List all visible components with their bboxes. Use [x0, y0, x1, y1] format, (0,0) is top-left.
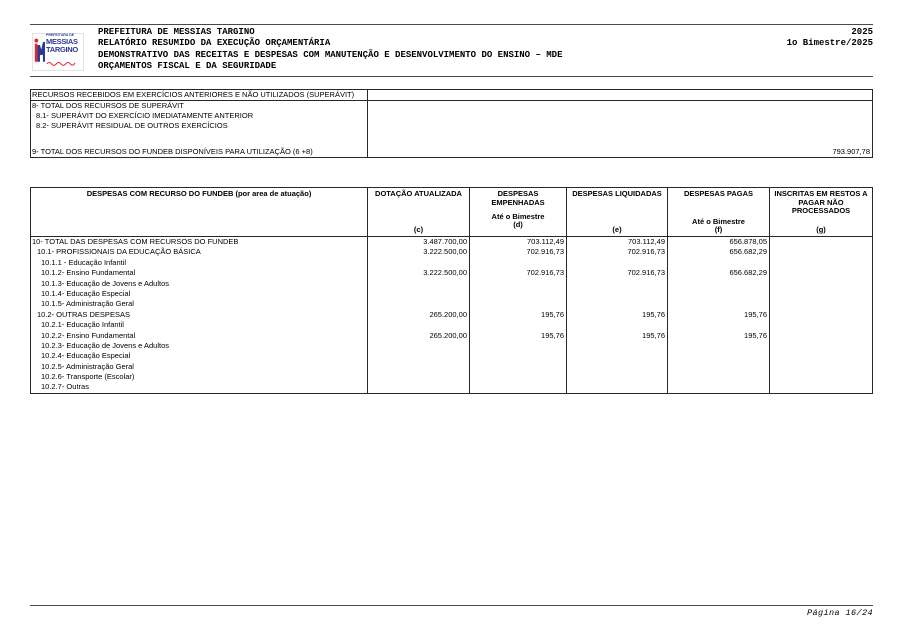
year-label: 2025 — [851, 27, 873, 37]
superavit-table-body — [31, 101, 872, 157]
municipality-logo — [32, 33, 84, 71]
column-letter: (g) — [816, 225, 826, 235]
row-label: 10.2.1- Educação Infantil — [31, 320, 368, 330]
row-value — [770, 341, 872, 351]
fundeb-table-header-row — [31, 188, 872, 237]
row-label: 10- TOTAL DAS DESPESAS COM RECURSOS DO FUNDEB — [31, 237, 368, 247]
row-value — [770, 289, 872, 299]
row-value: 702.916,73 — [470, 268, 567, 278]
row-value — [668, 299, 770, 309]
row-value — [668, 320, 770, 330]
row-value — [770, 279, 872, 289]
row-value: 702.916,73 — [470, 247, 567, 257]
table-row — [31, 268, 872, 278]
row-value: 195,76 — [567, 331, 668, 341]
report-title: RELATÓRIO RESUMIDO DA EXECUÇÃO ORÇAMENTÁRIA — [98, 38, 331, 49]
row-label: 10.1.5- Administração Geral — [31, 299, 368, 309]
row-value: 3.222.500,00 — [368, 268, 470, 278]
table-row — [31, 341, 872, 351]
row-value: 702.916,73 — [567, 268, 668, 278]
row-value: 703.112,49 — [567, 237, 668, 247]
logo-top-label: PREFEITURA DE — [46, 33, 75, 38]
row-value — [368, 299, 470, 309]
row-value: 195,76 — [470, 310, 567, 320]
row-label: 10.2.3- Educação de Jovens e Adultos — [31, 341, 368, 351]
superavit-table-header-row — [31, 90, 872, 101]
row-value — [368, 101, 872, 111]
row-value — [567, 372, 668, 382]
logo-name-line1: MESSIAS — [46, 36, 78, 46]
row-value — [368, 382, 470, 392]
row-label: 10.1.2- Ensino Fundamental — [31, 268, 368, 278]
report-header — [98, 27, 562, 73]
row-value: 195,76 — [567, 310, 668, 320]
header-top-rule — [30, 24, 873, 25]
row-value — [470, 382, 567, 392]
row-value — [668, 289, 770, 299]
row-value: 265.200,00 — [368, 310, 470, 320]
table-row — [31, 362, 872, 372]
period-label: 1o Bimestre/2025 — [786, 38, 873, 49]
row-value: 195,76 — [470, 331, 567, 341]
row-value — [368, 372, 470, 382]
row-value — [567, 279, 668, 289]
row-value — [470, 320, 567, 330]
row-label: 8.2- SUPERÁVIT RESIDUAL DE OUTROS EXERCÍCIOS — [31, 121, 368, 131]
row-label: 10.1.4- Educação Especial — [31, 289, 368, 299]
row-value — [567, 382, 668, 392]
table-row — [31, 331, 872, 341]
report-entity: PREFEITURA DE MESSIAS TARGINO — [98, 27, 255, 37]
row-value — [470, 279, 567, 289]
row-value: 656.878,05 — [668, 237, 770, 247]
row-value — [770, 268, 872, 278]
fundeb-table-body — [31, 237, 872, 393]
row-value — [770, 362, 872, 372]
row-label: 10.2.6- Transporte (Escolar) — [31, 372, 368, 382]
row-value — [770, 382, 872, 392]
row-value — [470, 299, 567, 309]
row-value — [567, 299, 668, 309]
column-title: DESPESAS COM RECURSO DO FUNDEB (por area de atuação) — [86, 189, 312, 198]
row-label: 9- TOTAL DOS RECURSOS DO FUNDEB DISPONÍVEIS PARA UTILIZAÇÃO (6 +8) — [31, 145, 368, 157]
row-value — [368, 362, 470, 372]
table-row — [31, 237, 872, 247]
row-value: 656.682,29 — [668, 247, 770, 257]
column-letter: (c) — [413, 225, 424, 235]
row-label: 10.1.3- Educação de Jovens e Adultos — [31, 279, 368, 289]
table-row — [31, 310, 872, 320]
row-value — [567, 362, 668, 372]
row-value — [770, 331, 872, 341]
column-header-area — [31, 188, 368, 236]
row-value — [470, 289, 567, 299]
row-value: 793.907,78 — [832, 147, 870, 156]
table-row — [31, 382, 872, 392]
table-row — [31, 121, 872, 131]
header-bottom-rule — [30, 76, 873, 77]
row-label: 8- TOTAL DOS RECURSOS DE SUPERÁVIT — [31, 101, 368, 111]
row-value — [668, 362, 770, 372]
column-title: INSCRITAS EM RESTOS A PAGAR NÃO PROCESSADOS — [774, 189, 868, 216]
logo-m-icon — [34, 37, 45, 68]
row-label: 10.2- OUTRAS DESPESAS — [31, 310, 368, 320]
row-value — [567, 320, 668, 330]
row-value — [668, 351, 770, 361]
row-value — [567, 341, 668, 351]
row-value — [368, 121, 872, 131]
row-value — [668, 382, 770, 392]
report-subtitle: DEMONSTRATIVO DAS RECEITAS E DESPESAS COM MANUTENÇÃO E DESENVOLVIMENTO DO ENSINO – MDE — [98, 49, 563, 60]
row-value — [470, 351, 567, 361]
logo-text — [46, 34, 78, 70]
row-value — [470, 362, 567, 372]
table-row — [31, 279, 872, 289]
row-value: 195,76 — [668, 331, 770, 341]
row-value: 702.916,73 — [567, 247, 668, 257]
row-value — [668, 258, 770, 268]
column-title: DESPESAS EMPENHADAS — [491, 189, 545, 207]
column-title: DOTAÇÃO ATUALIZADA — [375, 189, 462, 198]
column-letter: (f) — [714, 225, 723, 235]
table-row — [31, 111, 872, 121]
column-header-dotacao — [368, 188, 470, 236]
row-value — [368, 258, 470, 268]
report-scope: ORÇAMENTOS FISCAL E DA SEGURIDADE — [98, 61, 277, 72]
page-number: Página 16/24 — [806, 608, 873, 618]
table-row — [31, 258, 872, 268]
row-value — [368, 289, 470, 299]
row-label: 10.1- PROFISSIONAIS DA EDUCAÇÃO BÁSICA — [31, 247, 368, 257]
column-subtitle: Até o Bimestre — [491, 211, 545, 221]
row-value: 195,76 — [668, 310, 770, 320]
table-row — [31, 289, 872, 299]
row-value — [470, 372, 567, 382]
row-value: 3.222.500,00 — [368, 247, 470, 257]
row-value — [368, 131, 872, 145]
column-title: DESPESAS PAGAS — [683, 189, 754, 198]
superavit-table — [30, 89, 873, 158]
row-value — [668, 279, 770, 289]
table-row — [31, 351, 872, 361]
row-value — [770, 320, 872, 330]
row-label: 10.2.4- Educação Especial — [31, 351, 368, 361]
column-letter: (e) — [612, 225, 622, 235]
row-label: 10.2.7- Outras — [31, 382, 368, 392]
row-value — [770, 237, 872, 247]
table-row — [31, 145, 872, 157]
row-value — [668, 372, 770, 382]
row-value: 3.487.700,00 — [368, 237, 470, 247]
table-row — [31, 101, 872, 111]
row-value — [770, 351, 872, 361]
report-period-block — [787, 27, 873, 50]
row-value — [368, 279, 470, 289]
fundeb-expenses-table — [30, 187, 873, 394]
row-value — [368, 341, 470, 351]
row-value — [770, 258, 872, 268]
table-row — [31, 299, 872, 309]
superavit-header-value-cell — [368, 90, 872, 100]
column-header-pagas — [668, 188, 770, 236]
column-header-restos — [770, 188, 872, 236]
table-row — [31, 247, 872, 257]
row-value — [770, 247, 872, 257]
row-value — [567, 289, 668, 299]
column-letter: (d) — [513, 220, 523, 230]
row-value — [567, 351, 668, 361]
table-row — [31, 131, 872, 145]
row-label — [31, 131, 368, 145]
row-value: 265.200,00 — [368, 331, 470, 341]
row-value — [368, 111, 872, 121]
row-value — [470, 258, 567, 268]
column-subtitle: Até o Bimestre — [692, 216, 745, 226]
row-value — [770, 372, 872, 382]
row-value — [368, 351, 470, 361]
logo-tagline-squiggle — [46, 60, 76, 66]
column-header-empenhadas — [470, 188, 567, 236]
row-value — [470, 341, 567, 351]
superavit-table-header: RECURSOS RECEBIDOS EM EXERCÍCIOS ANTERIORES E NÃO UTILIZADOS (SUPERÁVIT) — [31, 90, 368, 100]
row-label: 8.1- SUPERÁVIT DO EXERCÍCIO IMEDIATAMENTE ANTERIOR — [31, 111, 368, 121]
row-label: 10.1.1 - Educação Infantil — [31, 258, 368, 268]
table-row — [31, 372, 872, 382]
row-value — [368, 320, 470, 330]
table-row — [31, 320, 872, 330]
column-header-liquidadas — [567, 188, 668, 236]
row-value: 656.682,29 — [668, 268, 770, 278]
row-label: 10.2.5- Administração Geral — [31, 362, 368, 372]
row-label: 10.2.2- Ensino Fundamental — [31, 331, 368, 341]
row-value: 703.112,49 — [470, 237, 567, 247]
row-value — [567, 258, 668, 268]
row-value — [770, 299, 872, 309]
row-value — [770, 310, 872, 320]
row-value — [668, 341, 770, 351]
logo-name-line2: TARGINO — [46, 44, 78, 54]
footer-rule — [30, 605, 873, 606]
column-title: DESPESAS LIQUIDADAS — [572, 189, 662, 198]
